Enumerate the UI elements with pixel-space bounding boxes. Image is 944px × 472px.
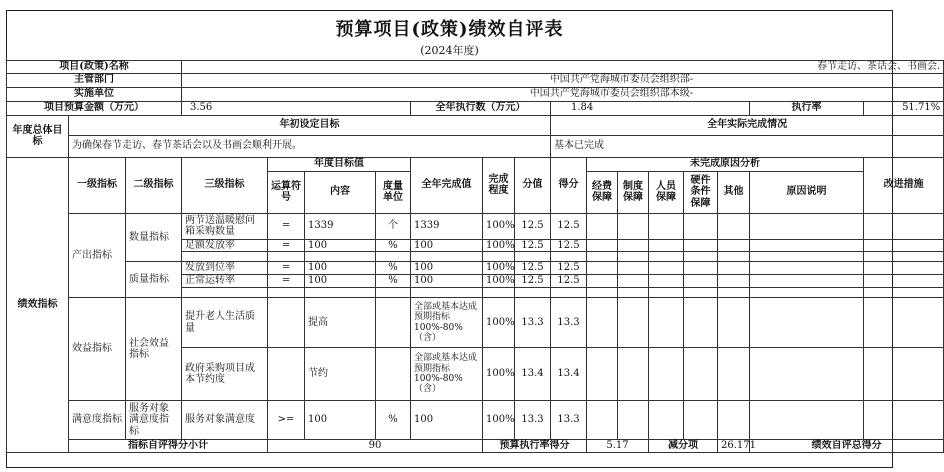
header-staff: 人员保障 [649, 171, 684, 213]
indicator-name: 发放到位率 [182, 262, 268, 275]
header-got: 得分 [551, 157, 587, 213]
header-level1: 一级指标 [69, 157, 126, 213]
header-level3: 三级指标 [182, 157, 268, 213]
indicator-op: = [268, 275, 305, 288]
indicator-content: 提高 [305, 298, 376, 348]
indicator-op [268, 348, 305, 401]
indicator-got: 12.5 [551, 275, 587, 288]
indicator-got: 13.3 [551, 401, 587, 440]
indicator-unit [376, 298, 411, 348]
indicator-completion: 100% [483, 262, 515, 275]
indicator-op [268, 298, 305, 348]
goal-actual-text: 基本已完成 [551, 135, 944, 157]
deduct-value: 26.171 [718, 440, 750, 453]
evaluation-sheet [6, 10, 941, 468]
year-subtitle: (2024年度) [420, 44, 479, 57]
indicator-score: 13.3 [515, 298, 551, 348]
executed-value: 1.84 [551, 101, 750, 115]
goal-actual-header: 全年实际完成情况 [551, 115, 944, 135]
indicator-content: 100 [305, 401, 376, 440]
indicator-content: 100 [305, 239, 376, 252]
indicator-completion: 100% [483, 298, 515, 348]
indicator-unit: % [376, 401, 411, 440]
indicator-unit: % [376, 239, 411, 252]
header-score: 分值 [515, 157, 551, 213]
deduct-label: 减分项 [649, 440, 718, 453]
indicator-op: = [268, 239, 305, 252]
group-quality: 质量指标 [126, 262, 182, 298]
indicator-unit: % [376, 275, 411, 288]
evaluation-table [6, 60, 944, 453]
project-name-value: 春节走访、茶话会、书画会. [182, 61, 944, 74]
indicator-actual: 1339 [411, 213, 483, 239]
unit-value: 中国共产党海城市委员会组织部本级- [182, 87, 944, 101]
indicator-completion: 100% [483, 213, 515, 239]
header-system: 制度保障 [618, 171, 649, 213]
header-reasons: 未完成原因分析 [587, 157, 864, 171]
indicator-completion: 100% [483, 348, 515, 401]
indicator-actual: 全部或基本达成预期指标100%-80%（含） [411, 298, 483, 348]
header-fund: 经费保障 [587, 171, 618, 213]
group-output: 产出指标 [69, 213, 126, 298]
indicator-actual: 100 [411, 262, 483, 275]
header-target: 年度目标值 [268, 157, 411, 171]
indicator-actual: 全部或基本达成预期指标100%-80%（含） [411, 348, 483, 401]
indicator-score: 12.5 [515, 213, 551, 239]
header-content: 内容 [305, 171, 376, 213]
group-social: 社会效益指标 [126, 298, 182, 401]
indicator-name: 政府采购项目成本节约度 [182, 348, 268, 401]
indicator-got: 13.4 [551, 348, 587, 401]
rate-label: 执行率 [750, 101, 864, 115]
total-label: 绩效自评总得分 [750, 440, 944, 453]
indicator-got: 13.3 [551, 298, 587, 348]
indicator-unit: % [376, 262, 411, 275]
indicator-got: 12.5 [551, 262, 587, 275]
indicator-op: = [268, 213, 305, 239]
header-op: 运算符号 [268, 171, 305, 213]
header-completion: 完成程度 [483, 157, 515, 213]
header-explain: 原因说明 [750, 171, 864, 213]
indicator-got: 12.5 [551, 213, 587, 239]
rate-value: 51.71% [864, 101, 944, 115]
subtotal-label: 指标自评得分小计 [69, 440, 268, 453]
goal-label: 年度总体目标 [7, 115, 69, 157]
exec-score-label: 预算执行率得分 [483, 440, 587, 453]
section-performance: 绩效指标 [7, 157, 69, 452]
indicator-content: 100 [305, 275, 376, 288]
indicator-name: 正常运转率 [182, 275, 268, 288]
indicator-completion: 100% [483, 401, 515, 440]
indicator-score: 13.4 [515, 348, 551, 401]
page-title: 预算项目(政策)绩效自评表 [335, 19, 564, 40]
indicator-name: 足额发放率 [182, 239, 268, 252]
indicator-score: 12.5 [515, 239, 551, 252]
indicator-actual: 100 [411, 275, 483, 288]
indicator-actual: 100 [411, 239, 483, 252]
header-improve: 改进措施 [864, 157, 944, 213]
indicator-content: 1339 [305, 213, 376, 239]
indicator-content: 100 [305, 262, 376, 275]
indicator-name: 两节送温暖慰问箱采购数量 [182, 213, 268, 239]
header-actual: 全年完成值 [411, 157, 483, 213]
exec-score-value: 5.17 [587, 440, 649, 453]
indicator-unit [376, 348, 411, 401]
indicator-unit: 个 [376, 213, 411, 239]
group-benefit: 效益指标 [69, 298, 126, 401]
header-other: 其他 [718, 171, 750, 213]
unit-label: 实施单位 [7, 87, 182, 101]
indicator-score: 12.5 [515, 262, 551, 275]
budget-value: 3.56 [182, 101, 411, 115]
indicator-op: = [268, 262, 305, 275]
group-satisfaction: 满意度指标 [69, 401, 126, 440]
indicator-name: 提升老人生活质量 [182, 298, 268, 348]
indicator-content: 节约 [305, 348, 376, 401]
indicator-completion: 100% [483, 239, 515, 252]
project-name-label: 项目(政策)名称 [7, 61, 182, 74]
executed-label: 全年执行数（万元） [411, 101, 551, 115]
group-quantity: 数量指标 [126, 213, 182, 262]
indicator-score: 12.5 [515, 275, 551, 288]
subtotal-value: 90 [268, 440, 483, 453]
header-hardware: 硬件条件保障 [684, 171, 718, 213]
dept-value: 中国共产党海城市委员会组织部- [182, 73, 944, 87]
budget-label: 项目预算金额（万元） [7, 101, 182, 115]
indicator-actual: 100 [411, 401, 483, 440]
goal-initial-header: 年初设定目标 [69, 115, 551, 135]
indicator-op: >= [268, 401, 305, 440]
dept-label: 主管部门 [7, 73, 182, 87]
indicator-got: 12.5 [551, 239, 587, 252]
indicator-completion: 100% [483, 275, 515, 288]
goal-initial-text: 为确保春节走访、春节茶话会以及书画会顺利开展。 [69, 135, 551, 157]
header-level2: 二级指标 [126, 157, 182, 213]
indicator-score: 13.3 [515, 401, 551, 440]
header-unit: 度量单位 [376, 171, 411, 213]
indicator-name: 服务对象满意度 [182, 401, 268, 440]
group-service-satisfaction: 服务对象满意度指标 [126, 401, 182, 440]
